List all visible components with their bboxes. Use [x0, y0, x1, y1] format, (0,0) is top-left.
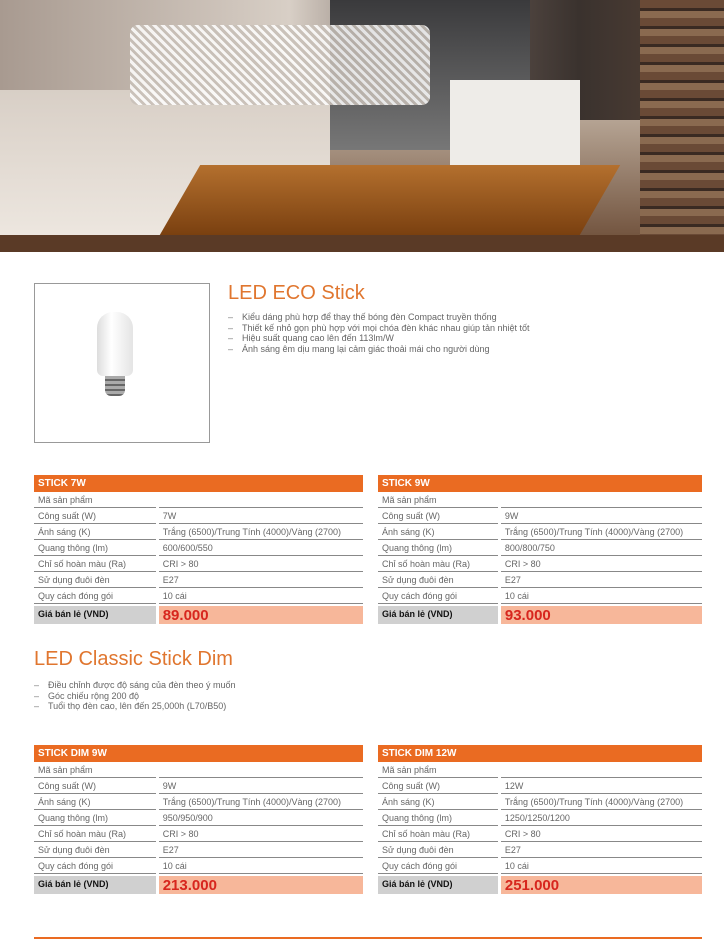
table-row	[34, 842, 363, 858]
table-row	[378, 556, 702, 572]
table-row	[378, 524, 702, 540]
spec-label: Quang thông (lm)	[378, 810, 498, 826]
spec-label: Quy cách đóng gói	[34, 858, 156, 874]
spec-value: 9W	[501, 508, 702, 524]
dim-features	[34, 680, 236, 712]
spec-value: 12W	[501, 778, 702, 794]
spec-label: Quang thông (lm)	[34, 810, 156, 826]
spec-label: Chỉ số hoàn màu (Ra)	[34, 556, 156, 572]
footer-divider	[34, 937, 702, 939]
price-row	[378, 876, 702, 894]
spec-label: Công suất (W)	[34, 508, 156, 524]
spec-value: 1250/1250/1200	[501, 810, 702, 826]
spec-label: Sử dụng đuôi đèn	[34, 572, 156, 588]
spec-label: Quang thông (lm)	[34, 540, 156, 556]
spec-value: Trắng (6500)/Trung Tính (4000)/Vàng (2700)	[501, 794, 702, 810]
spec-value: 10 cái	[159, 588, 363, 604]
spec-value: 950/950/900	[159, 810, 363, 826]
spec-value: E27	[159, 842, 363, 858]
spec-value: CRI > 80	[501, 556, 702, 572]
spec-label: Chỉ số hoàn màu (Ra)	[378, 556, 498, 572]
spec-value: 10 cái	[501, 588, 702, 604]
spec-table-stick-7w	[34, 475, 363, 624]
feature: – Ánh sáng êm dịu mang lại cảm giác thoải mái cho người dùng	[228, 344, 530, 355]
price-label: Giá bán lẻ (VND)	[34, 606, 156, 624]
table-row	[34, 794, 363, 810]
table-row	[34, 556, 363, 572]
price-label: Giá bán lẻ (VND)	[378, 876, 498, 894]
table-row	[378, 588, 702, 604]
price-value: 251.000	[501, 876, 702, 894]
spec-value: 10 cái	[159, 858, 363, 874]
table-header: STICK DIM 9W	[34, 745, 363, 762]
table-row	[34, 858, 363, 874]
table-row	[34, 572, 363, 588]
spec-value: E27	[501, 572, 702, 588]
spec-label: Công suất (W)	[378, 778, 498, 794]
spec-label: Công suất (W)	[34, 778, 156, 794]
spec-label: Quy cách đóng gói	[378, 588, 498, 604]
price-value: 93.000	[501, 606, 702, 624]
table-header: STICK 7W	[34, 475, 363, 492]
spec-value: 7W	[159, 508, 363, 524]
table-row	[378, 540, 702, 556]
spec-value: Trắng (6500)/Trung Tính (4000)/Vàng (2700)	[159, 794, 363, 810]
spec-table-stick-dim-9w	[34, 745, 363, 894]
table-row	[378, 810, 702, 826]
table-header: STICK 9W	[378, 475, 702, 492]
spec-value: 600/600/550	[159, 540, 363, 556]
spec-label: Quang thông (lm)	[378, 540, 498, 556]
spec-value: 800/800/750	[501, 540, 702, 556]
spec-label: Quy cách đóng gói	[34, 588, 156, 604]
spec-label: Mã sản phẩm	[34, 762, 156, 778]
price-row	[34, 876, 363, 894]
spec-value	[159, 762, 363, 778]
table-row	[378, 794, 702, 810]
spec-value: CRI > 80	[159, 826, 363, 842]
spec-label: Sử dụng đuôi đèn	[34, 842, 156, 858]
table-row	[378, 572, 702, 588]
spec-value: Trắng (6500)/Trung Tính (4000)/Vàng (2700)	[159, 524, 363, 540]
spec-value	[501, 762, 702, 778]
spec-label: Ánh sáng (K)	[34, 794, 156, 810]
table-row	[34, 524, 363, 540]
table-row	[34, 810, 363, 826]
interior-photo	[0, 0, 724, 252]
feature: – Thiết kế nhỏ gọn phù hợp với mọi chóa đèn khác nhau giúp tản nhiệt tốt	[228, 323, 530, 334]
table-row	[378, 842, 702, 858]
table-row	[34, 492, 363, 508]
feature: – Điều chỉnh được độ sáng của đèn theo ý muốn	[34, 680, 236, 691]
table-row	[34, 826, 363, 842]
feature: – Tuổi thọ đèn cao, lên đến 25,000h (L70/B50)	[34, 701, 236, 712]
spec-value: 10 cái	[501, 858, 702, 874]
eco-features	[228, 312, 530, 354]
feature: – Hiệu suất quang cao lên đến 113lm/W	[228, 333, 530, 344]
spec-label: Ánh sáng (K)	[378, 524, 498, 540]
table-row	[378, 762, 702, 778]
table-row	[34, 762, 363, 778]
feature: – Kiểu dáng phù hợp để thay thế bóng đèn Compact truyền thống	[228, 312, 530, 323]
price-value: 213.000	[159, 876, 363, 894]
spec-label: Mã sản phẩm	[378, 492, 498, 508]
spec-label: Mã sản phẩm	[378, 762, 498, 778]
spec-table-stick-dim-12w	[378, 745, 702, 894]
spec-label: Sử dụng đuôi đèn	[378, 572, 498, 588]
spec-label: Sử dụng đuôi đèn	[378, 842, 498, 858]
price-label: Giá bán lẻ (VND)	[34, 876, 156, 894]
spec-value: Trắng (6500)/Trung Tính (4000)/Vàng (2700)	[501, 524, 702, 540]
table-header: STICK DIM 12W	[378, 745, 702, 762]
spec-value	[501, 492, 702, 508]
spec-label: Chỉ số hoàn màu (Ra)	[34, 826, 156, 842]
dim-title: LED Classic Stick Dim	[34, 648, 233, 670]
table-row	[378, 778, 702, 794]
table-row	[34, 540, 363, 556]
spec-value: CRI > 80	[501, 826, 702, 842]
table-row	[34, 508, 363, 524]
price-value: 89.000	[159, 606, 363, 624]
spec-value: 9W	[159, 778, 363, 794]
spec-label: Quy cách đóng gói	[378, 858, 498, 874]
table-row	[34, 588, 363, 604]
spec-label: Mã sản phẩm	[34, 492, 156, 508]
price-row	[378, 606, 702, 624]
spec-label: Ánh sáng (K)	[378, 794, 498, 810]
spec-value	[159, 492, 363, 508]
table-row	[378, 858, 702, 874]
spec-value: E27	[159, 572, 363, 588]
price-label: Giá bán lẻ (VND)	[378, 606, 498, 624]
product-image	[34, 283, 210, 443]
table-row	[378, 492, 702, 508]
spec-table-stick-9w	[378, 475, 702, 624]
spec-value: CRI > 80	[159, 556, 363, 572]
table-row	[34, 778, 363, 794]
spec-label: Chỉ số hoàn màu (Ra)	[378, 826, 498, 842]
spec-value: E27	[501, 842, 702, 858]
spec-label: Công suất (W)	[378, 508, 498, 524]
table-row	[378, 826, 702, 842]
spec-label: Ánh sáng (K)	[34, 524, 156, 540]
eco-title: LED ECO Stick	[228, 282, 365, 304]
price-row	[34, 606, 363, 624]
feature: – Góc chiếu rộng 200 độ	[34, 691, 236, 702]
table-row	[378, 508, 702, 524]
